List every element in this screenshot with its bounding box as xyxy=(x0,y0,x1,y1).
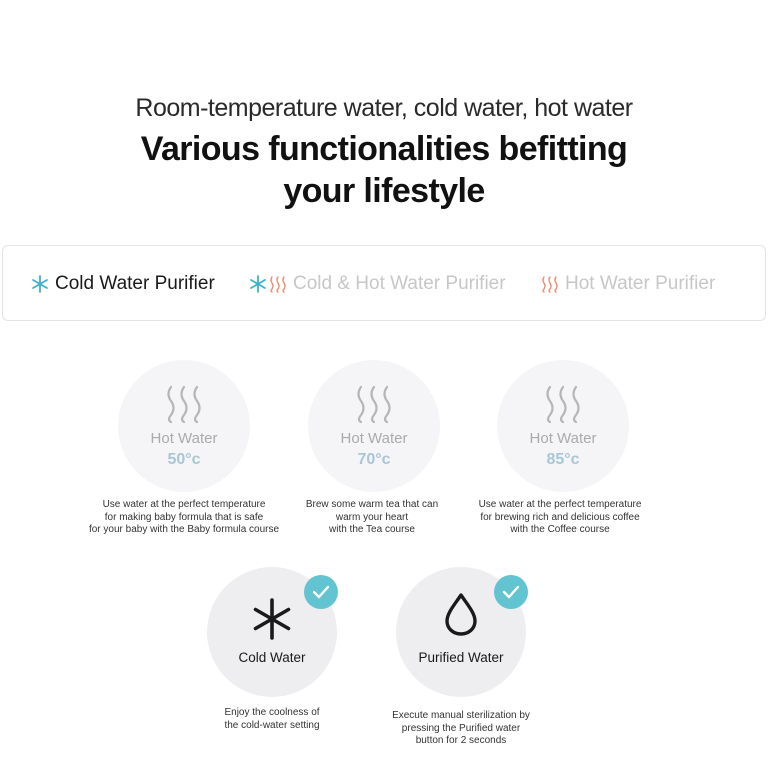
steam-icon xyxy=(541,275,559,293)
description-line: Use water at the perfect temperature xyxy=(102,499,266,510)
tab-label: Cold Water Purifier xyxy=(55,273,215,294)
hot-water-70-description xyxy=(264,499,480,537)
product-tabs xyxy=(2,245,766,321)
steam-icon xyxy=(354,384,394,424)
mode-label: Cold Water xyxy=(238,650,306,665)
description-line: Enjoy the coolness of xyxy=(224,707,320,718)
snowflake-icon xyxy=(249,275,267,293)
tab-cold-hot-water-purifier[interactable] xyxy=(249,271,506,297)
steam-icon xyxy=(164,384,204,424)
page-title xyxy=(0,128,768,212)
description-line: with the Tea course xyxy=(329,524,415,535)
mode-label: Purified Water xyxy=(418,650,504,665)
checkmark-icon xyxy=(502,585,520,599)
description-line: the cold-water setting xyxy=(224,719,320,731)
hot-water-temperature: 85°c xyxy=(546,451,580,468)
description-line: Use water at the perfect temperature xyxy=(478,499,642,510)
hot-water-temperature: 50°c xyxy=(167,451,201,468)
description-line: Execute manual sterilization by xyxy=(392,710,530,721)
description-line: pressing the Purified water xyxy=(401,722,521,734)
description-line: with the Coffee course xyxy=(510,524,610,535)
snowflake-icon xyxy=(31,275,49,293)
hot-water-85-card xyxy=(497,360,629,492)
hot-water-label: Hot Water xyxy=(150,430,218,447)
purified-water-description xyxy=(361,710,561,748)
tab-hot-water-purifier[interactable] xyxy=(541,271,715,297)
tab-cold-water-purifier[interactable] xyxy=(31,271,215,297)
description-line: for brewing rich and delicious coffee xyxy=(480,511,640,523)
page-title-line-2: your lifestyle xyxy=(283,172,485,210)
description-line: for your baby with the Baby formula course xyxy=(88,524,280,535)
cold-water-description xyxy=(172,707,372,732)
checkmark-icon xyxy=(312,585,330,599)
description-line: for making baby formula that is safe xyxy=(104,511,264,523)
snowflake-icon xyxy=(250,597,294,641)
description-line: Brew some warm tea that can xyxy=(305,499,439,510)
hot-water-50-card xyxy=(118,360,250,492)
tab-label: Hot Water Purifier xyxy=(565,273,716,294)
hot-water-label: Hot Water xyxy=(529,430,597,447)
water-drop-icon xyxy=(441,591,481,637)
hot-water-label: Hot Water xyxy=(340,430,408,447)
hot-water-85-description xyxy=(452,499,668,537)
description-line: button for 2 seconds xyxy=(415,735,507,746)
description-line: warm your heart xyxy=(335,511,409,523)
hot-water-70-card xyxy=(308,360,440,492)
cold-water-check-icon xyxy=(304,575,338,609)
hot-water-temperature: 70°c xyxy=(357,451,391,468)
steam-icon xyxy=(543,384,583,424)
tab-label: Cold & Hot Water Purifier xyxy=(293,273,506,294)
page-subtitle: Room-temperature water, cold water, hot water xyxy=(135,94,633,122)
page-title-line-1: Various functionalities befitting xyxy=(140,130,628,168)
steam-icon xyxy=(269,275,287,293)
purified-water-check-icon xyxy=(494,575,528,609)
